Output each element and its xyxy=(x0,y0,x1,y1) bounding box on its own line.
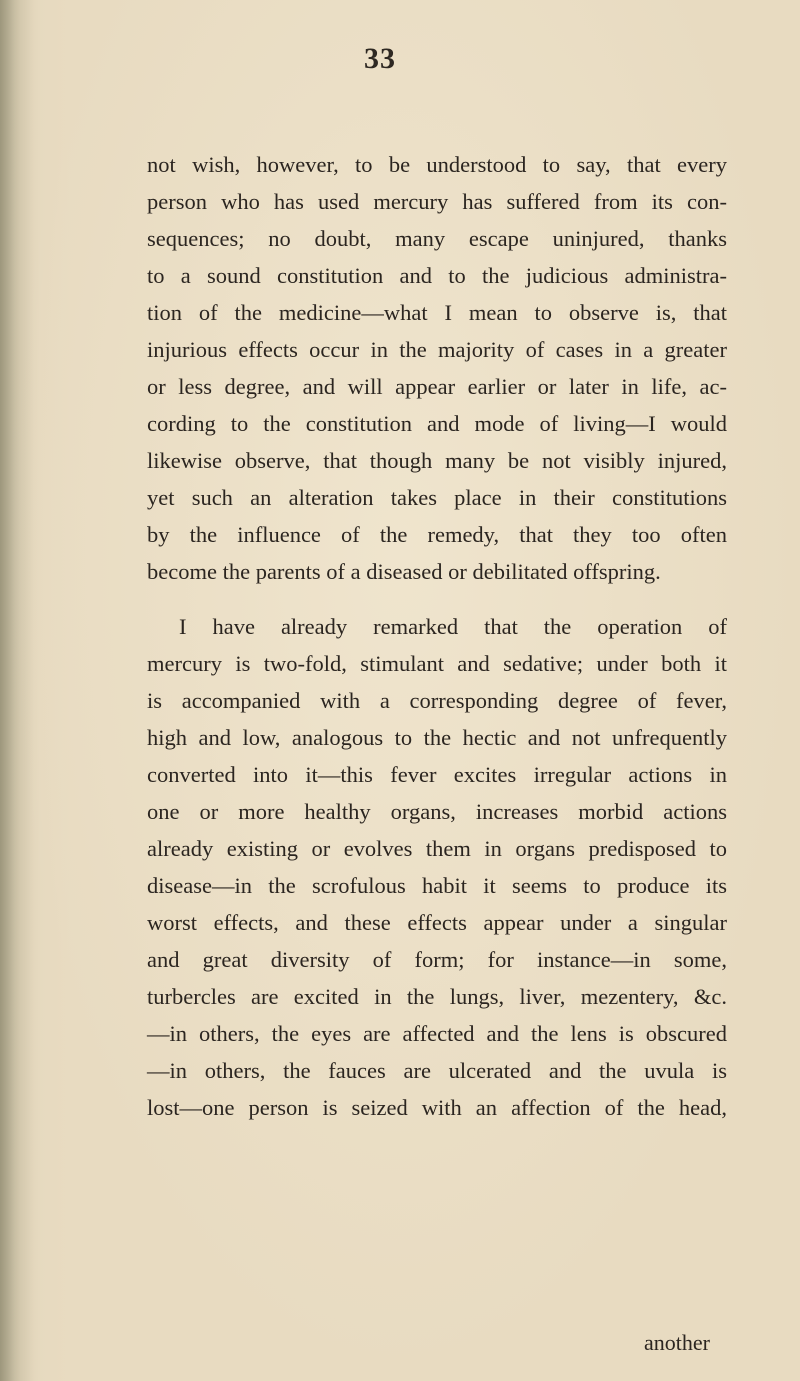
body-text xyxy=(147,146,727,1126)
text-line: disease—in the scrofulous habit it seems to produce its xyxy=(147,873,727,898)
text-line: one or more healthy organs, increases morbid actions xyxy=(147,799,727,824)
text-line: or less degree, and will appear earlier or later in life, ac- xyxy=(147,374,727,399)
text-line: sequences; no doubt, many escape uninjured, thanks xyxy=(147,226,727,251)
text-line: high and low, analogous to the hectic and not unfrequently xyxy=(147,725,727,750)
text-line: tion of the medicine—what I mean to observe is, that xyxy=(147,300,727,325)
text-line: to a sound constitution and to the judicious administra- xyxy=(147,263,727,288)
text-line: converted into it—this fever excites irregular actions in xyxy=(147,762,727,787)
text-line: yet such an alteration takes place in their constitutions xyxy=(147,485,727,510)
text-line: —in others, the fauces are ulcerated and the uvula is xyxy=(147,1058,727,1083)
binding-gutter xyxy=(0,0,34,1381)
text-line: person who has used mercury has suffered from its con- xyxy=(147,189,727,214)
text-line: likewise observe, that though many be not visibly injured, xyxy=(147,448,727,473)
text-line: already existing or evolves them in organs predisposed to xyxy=(147,836,727,861)
text-line: is accompanied with a corresponding degree of fever, xyxy=(147,688,727,713)
text-line: and great diversity of form; for instance—in some, xyxy=(147,947,727,972)
text-line: turbercles are excited in the lungs, liver, mezentery, &c. xyxy=(147,984,727,1009)
paragraph xyxy=(147,608,727,1126)
catchword: another xyxy=(644,1330,710,1355)
text-line: injurious effects occur in the majority of cases in a greater xyxy=(147,337,727,362)
text-line: by the influence of the remedy, that they too often xyxy=(147,522,727,547)
text-line: become the parents of a diseased or debilitated offspring. xyxy=(147,559,661,584)
text-line: mercury is two-fold, stimulant and sedative; under both it xyxy=(147,651,727,676)
text-line: I have already remarked that the operation of xyxy=(179,614,727,639)
text-line: —in others, the eyes are affected and the lens is obscured xyxy=(147,1021,727,1046)
paragraph xyxy=(147,146,727,590)
paragraph-gap xyxy=(147,590,727,608)
text-line: worst effects, and these effects appear under a singular xyxy=(147,910,727,935)
text-line: not wish, however, to be understood to say, that every xyxy=(147,152,727,177)
page-number: 33 xyxy=(364,42,396,75)
text-line: lost—one person is seized with an affection of the head, xyxy=(147,1095,727,1120)
text-line: cording to the constitution and mode of living—I would xyxy=(147,411,727,436)
